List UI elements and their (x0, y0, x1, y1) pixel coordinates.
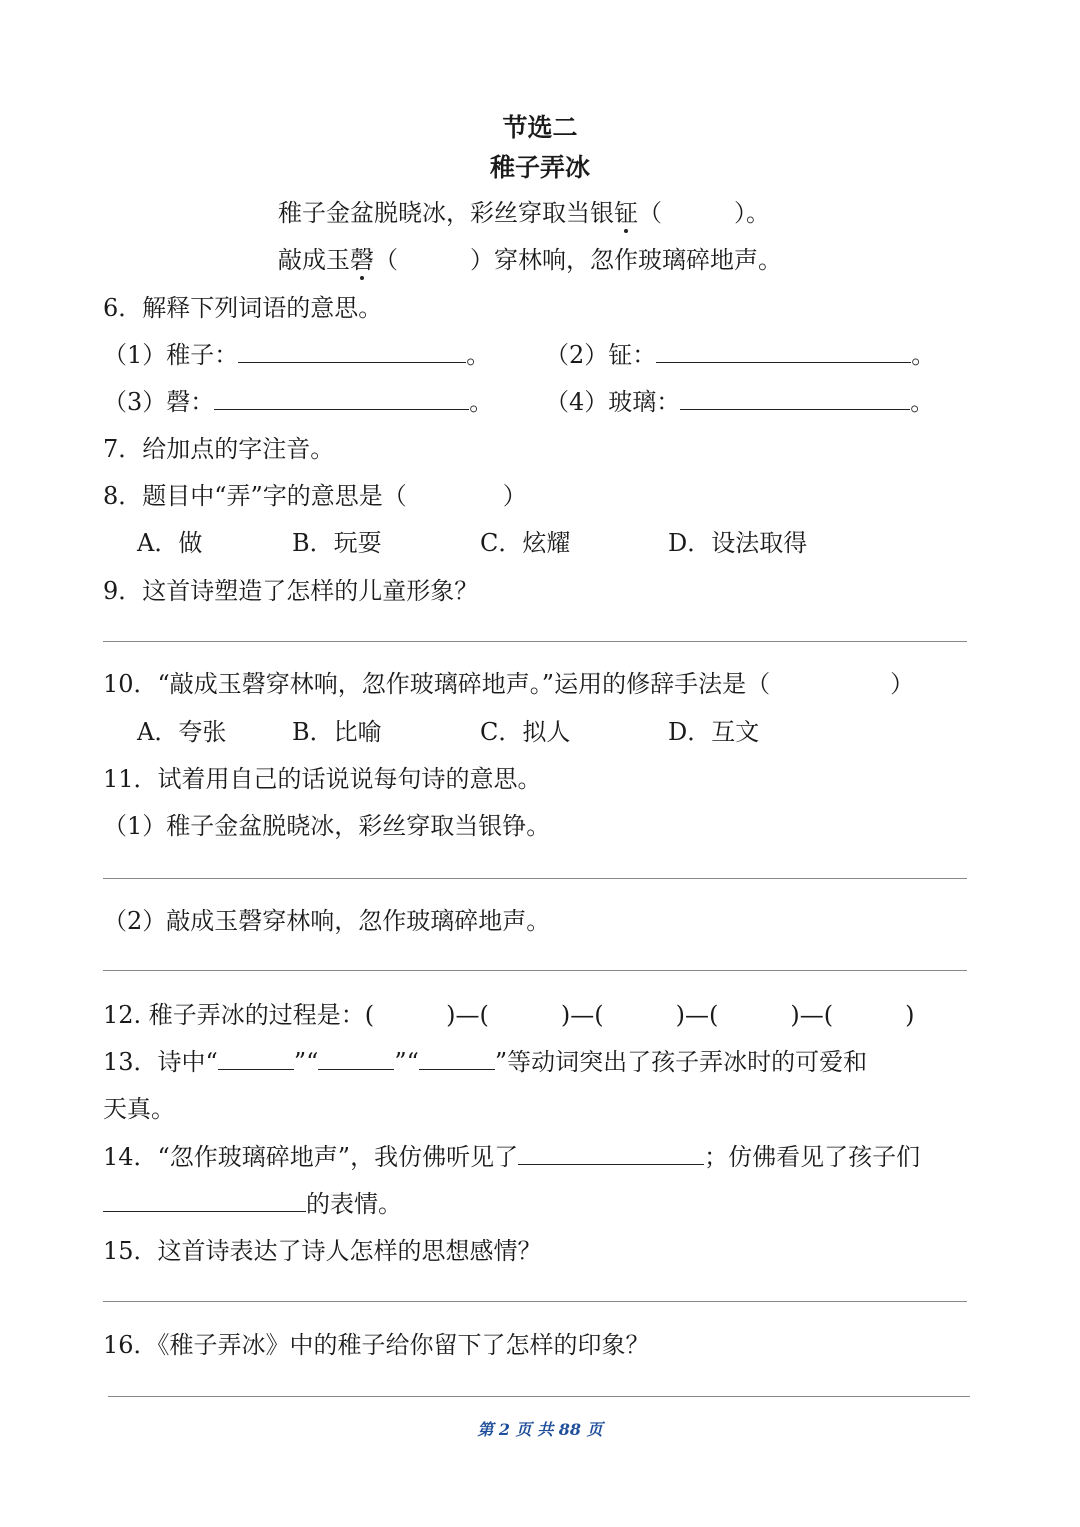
q8-option-c[interactable]: C．炫耀 (480, 529, 571, 557)
q6-item-4-label: （4）玻璃： (545, 388, 681, 416)
q6-item-3-end: 。 (469, 388, 494, 416)
q6-stem: 6．解释下列词语的意思。 (103, 294, 383, 322)
q14-prefix: 14．“忽作玻璃碎地声”，我仿佛听见了 (103, 1143, 519, 1171)
poem-line-1-after: （ ）。 (638, 199, 770, 227)
q6-item-2 (545, 335, 935, 370)
q7-stem: 7．给加点的字注音。 (103, 435, 335, 463)
dotted-char-zheng: 钲 (614, 199, 638, 227)
q13-prefix: 13．诗中“ (103, 1048, 218, 1076)
q11-sub-2-answer-line[interactable] (103, 970, 967, 971)
q13-blank-3[interactable] (419, 1043, 495, 1070)
q6-item-4 (545, 382, 934, 417)
q10-stem: 10．“敲成玉磬穿林响，忽作玻璃碎地声。”运用的修辞手法是（ ） (103, 670, 915, 698)
q14-line-2 (103, 1184, 402, 1219)
q13-sep-2: ”“ (394, 1048, 419, 1076)
q16-answer-line[interactable] (108, 1396, 970, 1397)
q15-stem: 15．这首诗表达了诗人怎样的思想感情？ (103, 1237, 542, 1265)
q8-option-a[interactable]: A．做 (137, 529, 203, 557)
q13-blank-2[interactable] (318, 1043, 394, 1070)
q11-sub-1-answer-line[interactable] (103, 878, 967, 879)
q13-line-1 (103, 1042, 867, 1077)
q15-answer-line[interactable] (103, 1301, 967, 1302)
q11-sub-1: （1）稚子金盆脱晓冰，彩丝穿取当银铮。 (103, 812, 551, 840)
poem-line-2 (278, 240, 782, 275)
q13-suffix: ”等动词突出了孩子弄冰时的可爱和 (494, 1048, 868, 1076)
q6-item-2-blank[interactable] (656, 336, 911, 363)
poem-line-1 (278, 193, 770, 228)
q6-item-2-end: 。 (911, 341, 936, 369)
page-footer: 第 2 页 共 88 页 (477, 1420, 603, 1439)
q6-item-2-label: （2）钲： (545, 341, 657, 369)
dotted-char-qing: 磬 (350, 246, 374, 274)
q13-blank-1[interactable] (218, 1043, 294, 1070)
q6-item-3-blank[interactable] (214, 383, 469, 410)
q10-option-a[interactable]: A．夸张 (137, 718, 227, 746)
q8-option-b[interactable]: B．玩耍 (292, 529, 382, 557)
q11-stem: 11．试着用自己的话说说每句诗的意思。 (103, 765, 542, 793)
poem-line-2-before: 敲成玉 (278, 246, 350, 274)
q14-line-1 (103, 1137, 920, 1172)
poem-line-2-after: （ ）穿林响，忽作玻璃碎地声。 (374, 246, 782, 274)
q9-answer-line[interactable] (103, 641, 967, 642)
q10-option-b[interactable]: B．比喻 (292, 718, 382, 746)
section-title: 节选二 (502, 113, 578, 142)
q13-line-2: 天真。 (103, 1095, 175, 1123)
q6-item-1-blank[interactable] (238, 336, 466, 363)
poem-title: 稚子弄冰 (489, 153, 590, 182)
q14-suffix: 的表情。 (306, 1190, 402, 1218)
q16-stem: 16．《稚子弄冰》中的稚子给你留下了怎样的印象？ (103, 1331, 650, 1359)
q8-stem: 8．题目中“弄”字的意思是（ ） (103, 482, 527, 510)
q6-item-4-end: 。 (910, 388, 935, 416)
q6-item-3-label: （3）磬： (103, 388, 215, 416)
q9-stem: 9．这首诗塑造了怎样的儿童形象？ (103, 577, 479, 605)
q6-item-1 (103, 335, 490, 370)
q6-item-1-end: 。 (466, 341, 491, 369)
q14-blank-1[interactable] (518, 1138, 704, 1165)
q14-blank-2[interactable] (103, 1185, 306, 1212)
q14-middle: ；仿佛看见了孩子们 (704, 1143, 921, 1171)
poem-line-1-before: 稚子金盆脱晓冰，彩丝穿取当银 (278, 199, 614, 227)
q6-item-1-label: （1）稚子： (103, 341, 239, 369)
q11-sub-2: （2）敲成玉磬穿林响，忽作玻璃碎地声。 (103, 907, 551, 935)
q6-item-4-blank[interactable] (680, 383, 910, 410)
q10-option-c[interactable]: C．拟人 (480, 718, 571, 746)
q8-option-d[interactable]: D．设法取得 (668, 529, 808, 557)
q10-option-d[interactable]: D．互文 (668, 718, 760, 746)
q13-sep-1: ”“ (293, 1048, 319, 1076)
q12-stem: 12. 稚子弄冰的过程是：( )—( )—( )—( )—( ) (103, 1001, 915, 1029)
q6-item-3 (103, 382, 493, 417)
